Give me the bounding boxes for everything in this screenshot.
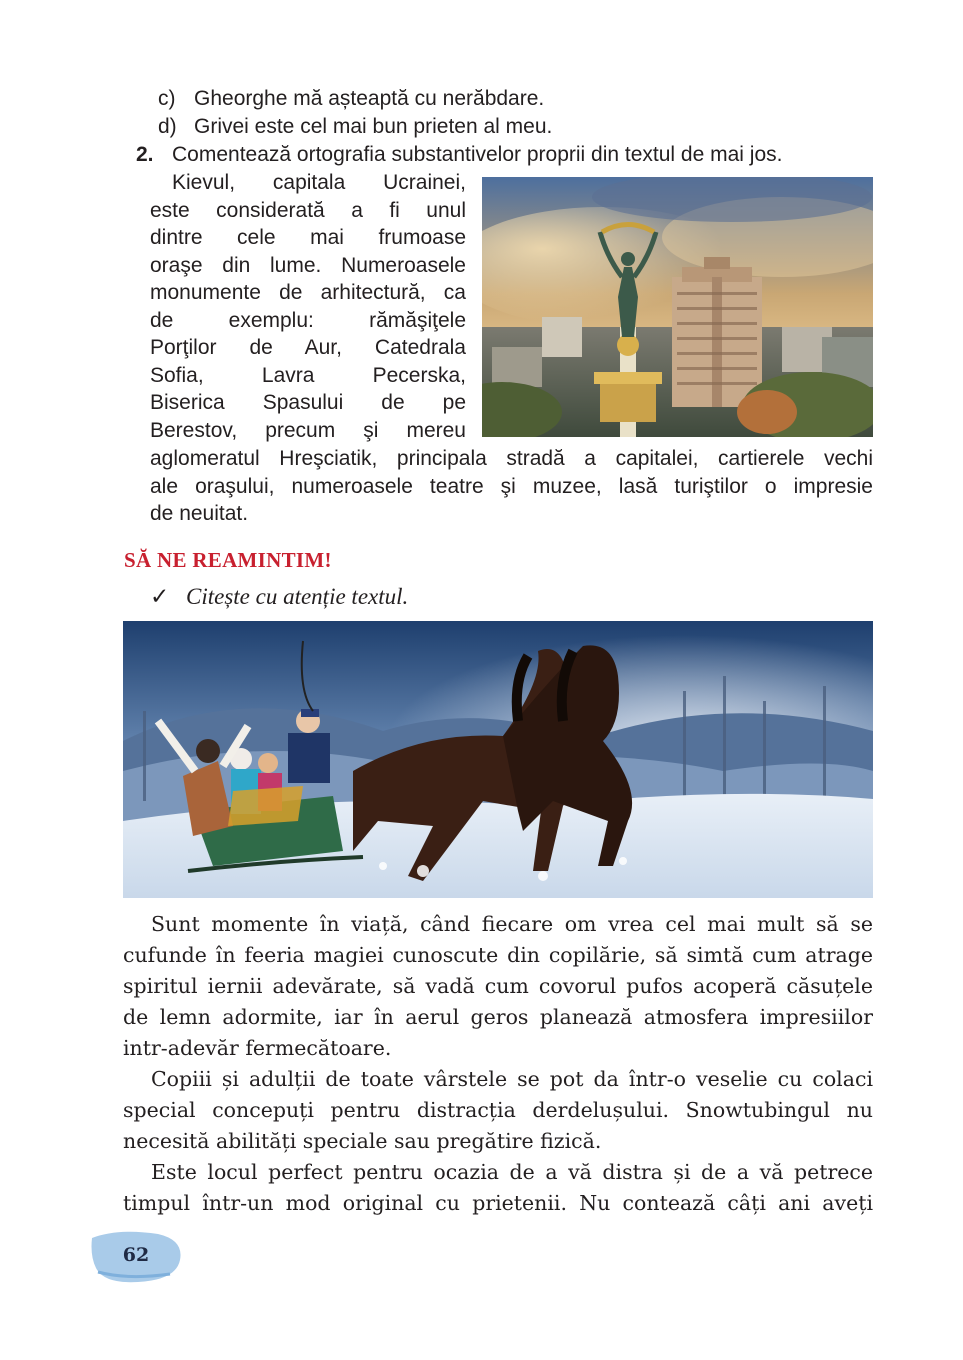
text-line: este considerată a fi unul (150, 198, 466, 222)
option-d (158, 113, 552, 141)
section-title: SĂ NE REAMINTIM! (124, 548, 332, 572)
exercise-prompt-text: Comentează ortografia substantivelor proprii din textul de mai jos. (172, 143, 783, 166)
text-line: spiritul iernii adevărate, să vadă cum covorul pufos acoperă căsuțele (123, 974, 873, 998)
checkmark-icon: ✓ (150, 584, 170, 609)
kiev-independence-monument-photo (482, 177, 873, 437)
text-line: aglomeratul Hreşciatik, principala stradă a capitalei, cartierele vechi (150, 447, 873, 470)
text-line: Este locul perfect pentru ocazia de a vă distra și de a vă petrece (151, 1160, 873, 1184)
text-line: timpul într-un mod original cu prietenii. Nu contează câți ani aveți (123, 1191, 873, 1215)
text-line: Sofia, Lavra Pecerska, (150, 363, 466, 387)
kiev-paragraph-wrapped (150, 169, 466, 444)
text-line: de exemplu: rămăşiţele (150, 308, 466, 332)
text-line: ale oraşului, numeroasele teatre şi muzee, lasă turiştilor o impresie (150, 474, 873, 498)
option-letter: d) (158, 115, 177, 138)
text-line: Copiii și adulții de toate vârstele se pot da într-o veselie cu colaci (151, 1067, 873, 1091)
text-line: de neuitat. (150, 502, 249, 525)
option-letter: c) (158, 87, 176, 110)
option-text: Gheorghe mă așteaptă cu nerăbdare. (194, 87, 545, 110)
text-line: dintre cele mai frumoase (150, 226, 466, 249)
text-line: Berestov, precum şi mereu (150, 418, 466, 442)
kiev-paragraph-full (150, 445, 873, 528)
text-line: necesită abilități speciale sau pregătire fizică. (123, 1129, 602, 1153)
text-line: de lemn adormite, iar în aerul geros planează atmosfera impresiilor (123, 1005, 873, 1029)
instruction (150, 584, 408, 610)
text-line: Sunt momente în viață, când fiecare om vrea cel mai mult să se (151, 912, 873, 936)
text-line: Biserica Spasului de pe (150, 391, 466, 414)
text-line: Porţilor de Aur, Catedrala (150, 336, 466, 359)
text-line: intr-adevăr fermecătoare. (123, 1036, 392, 1060)
page-number: 62 (122, 1244, 150, 1266)
text-line: oraşe din lume. Numeroasele (150, 253, 466, 277)
text-line: monumente de arhitectură, ca (150, 281, 466, 304)
exercise-2-prompt (136, 141, 782, 169)
text-line: cufunde în feeria magiei cunoscute din copilărie, să simtă cum atrage (123, 943, 873, 967)
text-line: Kievul, capitala Ucrainei, (172, 171, 466, 194)
option-text: Grivei este cel mai bun prieten al meu. (194, 115, 553, 138)
instruction-text: Citește cu atenție textul. (186, 584, 409, 609)
text-line: special concepuți pentru distracția derdelușului. Snowtubingul nu (123, 1098, 873, 1122)
reading-text (123, 909, 873, 1219)
exercise-number: 2. (136, 143, 154, 166)
horse-sleigh-winter-photo (123, 621, 873, 898)
option-c (158, 85, 544, 113)
